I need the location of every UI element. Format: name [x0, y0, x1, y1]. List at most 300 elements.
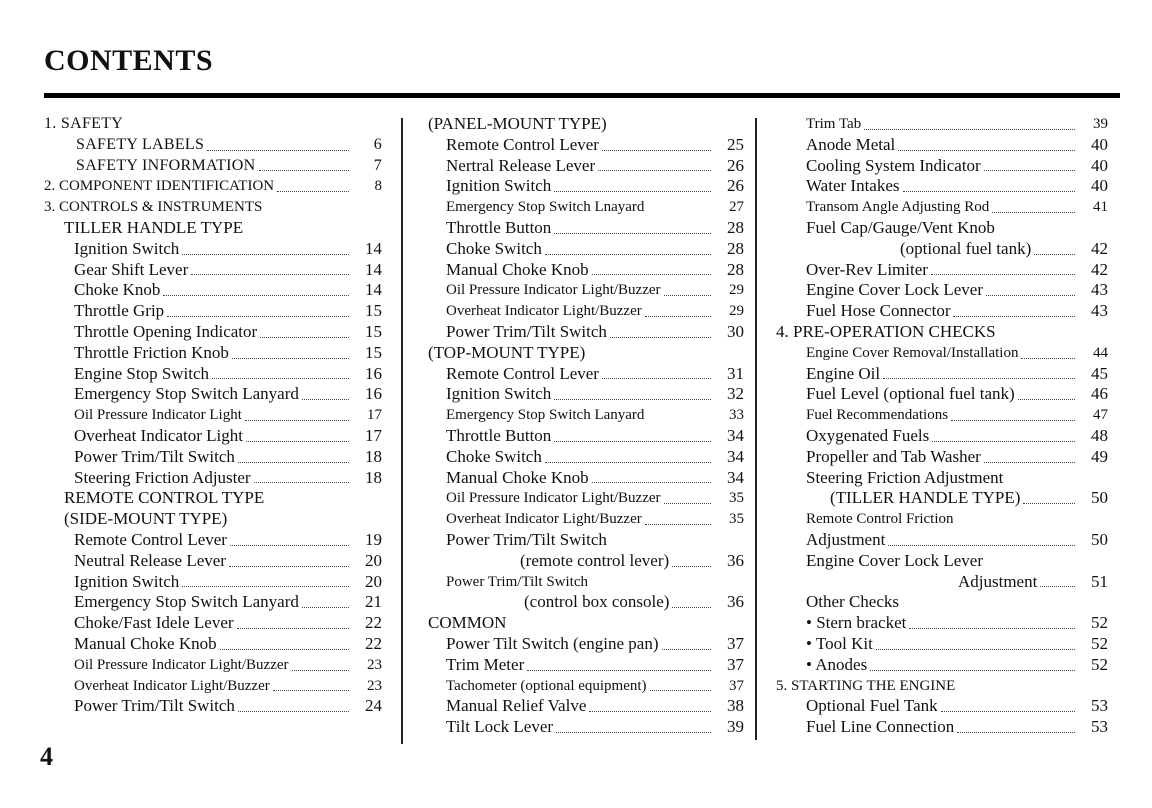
toc-entry [428, 655, 744, 676]
toc-entry [44, 114, 382, 135]
dot-leader [984, 170, 1075, 171]
toc-entry-page: 43 [1091, 280, 1108, 300]
toc-entry [428, 551, 744, 572]
dot-leader [182, 254, 349, 255]
toc-entry [776, 551, 1108, 572]
toc-entry-page: 37 [729, 677, 744, 694]
toc-entry-title: 4. PRE-OPERATION CHECKS [776, 321, 996, 341]
toc-entry [776, 488, 1108, 509]
dot-leader [602, 150, 711, 151]
dot-leader [163, 295, 349, 296]
toc-entry [776, 405, 1108, 426]
toc-entry-page: 28 [727, 259, 744, 279]
toc-entry [428, 135, 744, 156]
toc-entry-title: Neutral Release Lever [74, 550, 226, 570]
toc-entry-page: 41 [1093, 199, 1108, 216]
toc-entry-page: 17 [367, 407, 382, 424]
toc-entry [44, 592, 382, 613]
toc-entry-title: Overheat Indicator Light/Buzzer [446, 511, 642, 528]
toc-entry [44, 530, 382, 551]
toc-entry-page: 21 [365, 592, 382, 612]
toc-entry-title: Choke/Fast Idele Lever [74, 613, 234, 633]
toc-entry-page: 23 [367, 677, 382, 694]
dot-leader [220, 649, 349, 650]
toc-entry-page: 34 [727, 425, 744, 445]
toc-entry [428, 592, 744, 613]
toc-entry-title: (optional fuel tank) [900, 238, 1032, 258]
toc-entry-title: Oil Pressure Indicator Light/Buzzer [74, 656, 289, 673]
toc-entry-page: 51 [1091, 571, 1108, 591]
toc-entry [776, 468, 1108, 489]
toc-entry-page: 46 [1091, 384, 1108, 404]
toc-entry [44, 384, 382, 405]
toc-entry [776, 717, 1108, 738]
toc-entry [776, 426, 1108, 447]
toc-entry-title: Water Intakes [806, 176, 900, 196]
dot-leader [229, 566, 349, 567]
toc-entry-page: 37 [727, 633, 744, 653]
dot-leader [260, 337, 349, 338]
toc-entry-page: 52 [1091, 613, 1108, 633]
toc-entry-page: 53 [1091, 696, 1108, 716]
dot-leader [238, 462, 349, 463]
toc-entry [776, 301, 1108, 322]
toc-entry-title: Emergency Stop Switch Lanyard [74, 592, 299, 612]
toc-entry [428, 696, 744, 717]
toc-entry [44, 322, 382, 343]
toc-entry-page: 35 [729, 490, 744, 507]
toc-entry-page: 32 [727, 384, 744, 404]
toc-entry-title: Fuel Hose Connector [806, 301, 951, 321]
dot-leader [672, 607, 711, 608]
column-divider-2 [755, 118, 757, 740]
toc-entry-page: 14 [365, 280, 382, 300]
toc-entry-title: Ignition Switch [74, 238, 180, 258]
toc-entry [776, 613, 1108, 634]
toc-entry [776, 634, 1108, 655]
toc-entry [428, 447, 744, 468]
dot-leader [610, 337, 711, 338]
toc-entry-page: 18 [365, 446, 382, 466]
dot-leader [592, 274, 711, 275]
toc-entry-title: (PANEL-MOUNT TYPE) [428, 114, 607, 133]
toc-entry-page: 26 [727, 155, 744, 175]
dot-leader [598, 170, 711, 171]
dot-leader [545, 462, 711, 463]
toc-entry-title: Manual Choke Knob [446, 467, 589, 487]
toc-entry-title: Power Tilt Switch (engine pan) [446, 633, 659, 653]
toc-entry-title: (TOP-MOUNT TYPE) [428, 342, 586, 362]
dot-leader [554, 191, 711, 192]
toc-entry [776, 530, 1108, 551]
toc-entry-page: 36 [727, 550, 744, 570]
toc-entry [44, 696, 382, 717]
toc-column-1 [44, 114, 382, 717]
toc-entry [428, 384, 744, 405]
toc-entry [44, 405, 382, 426]
toc-entry-page: 39 [727, 717, 744, 737]
toc-entry-page: 40 [1091, 176, 1108, 196]
toc-entry [776, 239, 1108, 260]
toc-entry-title: • Tool Kit [806, 633, 873, 653]
toc-entry-title: Ignition Switch [74, 571, 180, 591]
toc-entry-title: Engine Cover Removal/Installation [806, 344, 1019, 361]
toc-entry-title: Throttle Button [446, 217, 552, 237]
toc-entry-title: Overheat Indicator Light/Buzzer [74, 677, 270, 694]
toc-entry-page: 23 [367, 656, 382, 673]
toc-entry-page: 34 [727, 467, 744, 487]
toc-entry [776, 364, 1108, 385]
dot-leader [898, 150, 1075, 151]
toc-entry-title: Throttle Friction Knob [74, 342, 229, 362]
toc-entry-page: 50 [1091, 488, 1108, 508]
toc-entry [428, 634, 744, 655]
dot-leader [232, 358, 349, 359]
toc-entry [44, 655, 382, 676]
column-divider-1 [401, 118, 403, 744]
toc-entry-title: Remote Control Friction [806, 511, 954, 528]
toc-entry [428, 613, 744, 634]
toc-entry-title: Ignition Switch [446, 176, 552, 196]
toc-entry-title: Engine Oil [806, 363, 881, 383]
toc-entry [428, 343, 744, 364]
toc-entry-title: • Stern bracket [806, 613, 907, 633]
toc-entry [776, 135, 1108, 156]
dot-leader [903, 191, 1076, 192]
toc-entry-page: 29 [729, 303, 744, 320]
dot-leader [230, 545, 349, 546]
toc-entry [776, 156, 1108, 177]
toc-entry-title: (remote control lever) [520, 550, 670, 570]
toc-entry-page: 14 [365, 238, 382, 258]
toc-entry-title: Gear Shift Lever [74, 259, 189, 279]
dot-leader [259, 170, 350, 171]
toc-entry-title: Power Trim/Tilt Switch [74, 696, 235, 716]
toc-entry-title: Remote Control Lever [446, 363, 599, 383]
toc-entry-title: Tilt Lock Lever [446, 717, 554, 737]
dot-leader [664, 503, 711, 504]
toc-entry-page: 37 [727, 654, 744, 674]
toc-entry [44, 176, 382, 197]
toc-entry-title: Manual Choke Knob [74, 633, 217, 653]
dot-leader [876, 649, 1075, 650]
dot-leader [951, 420, 1075, 421]
toc-entry-page: 22 [365, 613, 382, 633]
toc-entry-page: 18 [365, 467, 382, 487]
dot-leader [554, 441, 711, 442]
toc-entry-title: Adjustment [806, 529, 886, 549]
toc-entry-title: (SIDE-MOUNT TYPE) [64, 509, 228, 529]
toc-entry-title: Fuel Recommendations [806, 407, 949, 424]
toc-entry-page: 53 [1091, 717, 1108, 737]
toc-entry-title: 3. CONTROLS & INSTRUMENTS [44, 199, 263, 216]
toc-entry-page: 39 [1093, 116, 1108, 132]
toc-entry [776, 197, 1108, 218]
toc-entry [44, 551, 382, 572]
toc-entry-title: Power Trim/Tilt Switch [446, 529, 607, 549]
toc-entry-title: Remote Control Lever [446, 134, 599, 154]
dot-leader [1040, 586, 1075, 587]
toc-entry [44, 509, 382, 530]
dot-leader [992, 212, 1075, 213]
toc-entry [44, 280, 382, 301]
toc-entry [44, 135, 382, 156]
toc-entry-title: 1. SAFETY [44, 115, 124, 132]
toc-entry [44, 447, 382, 468]
dot-leader [645, 316, 711, 317]
toc-entry-title: Anode Metal [806, 134, 896, 154]
dot-leader [302, 607, 349, 608]
toc-entry [44, 676, 382, 697]
toc-entry [428, 156, 744, 177]
toc-entry-page: 52 [1091, 654, 1108, 674]
dot-leader [545, 254, 711, 255]
toc-entry [428, 239, 744, 260]
dot-leader [554, 399, 711, 400]
page-number: 4 [40, 742, 53, 771]
toc-entry-title: Fuel Line Connection [806, 717, 955, 737]
toc-entry-page: 38 [727, 696, 744, 716]
toc-entry-title: Choke Switch [446, 238, 542, 258]
dot-leader [883, 378, 1075, 379]
toc-entry-page: 40 [1091, 155, 1108, 175]
dot-leader [237, 628, 349, 629]
toc-entry-title: (TILLER HANDLE TYPE) [830, 488, 1021, 508]
toc-column-3 [776, 114, 1108, 738]
toc-entry-title: Fuel Level (optional fuel tank) [806, 384, 1015, 404]
toc-entry [776, 260, 1108, 281]
dot-leader [254, 482, 349, 483]
toc-entry [776, 176, 1108, 197]
toc-entry-title: Steering Friction Adjustment [806, 467, 1004, 487]
dot-leader [191, 274, 349, 275]
toc-entry-page: 35 [729, 511, 744, 528]
toc-entry [776, 114, 1108, 135]
toc-entry [428, 322, 744, 343]
toc-entry-title: (control box console) [524, 592, 670, 612]
dot-leader [941, 711, 1075, 712]
dot-leader [182, 586, 349, 587]
dot-leader [589, 711, 711, 712]
toc-entry [428, 676, 744, 697]
toc-entry-title: Power Trim/Tilt Switch [446, 573, 588, 590]
toc-entry-page: 26 [727, 176, 744, 196]
toc-entry-title: Oil Pressure Indicator Light/Buzzer [446, 282, 661, 299]
toc-entry-page: 8 [374, 178, 382, 195]
dot-leader [292, 670, 349, 671]
dot-leader [986, 295, 1075, 296]
toc-entry-page: 16 [365, 363, 382, 383]
toc-entry-title: Engine Stop Switch [74, 363, 210, 383]
toc-entry [428, 572, 744, 593]
toc-entry-title: Nertral Release Lever [446, 155, 596, 175]
dot-leader [931, 274, 1075, 275]
toc-entry [428, 114, 744, 135]
toc-entry-title: Choke Switch [446, 446, 542, 466]
toc-entry-title: REMOTE CONTROL TYPE [64, 488, 265, 508]
toc-entry-page: 22 [365, 633, 382, 653]
toc-entry [428, 405, 744, 426]
toc-entry [776, 384, 1108, 405]
dot-leader [554, 233, 711, 234]
dot-leader [1034, 254, 1075, 255]
toc-entry-title: Throttle Button [446, 425, 552, 445]
toc-entry-title: Optional Fuel Tank [806, 696, 938, 716]
toc-entry-page: 19 [365, 529, 382, 549]
toc-entry-title: Engine Cover Lock Lever [806, 280, 984, 300]
toc-entry-title: Over-Rev Limiter [806, 259, 928, 279]
dot-leader [212, 378, 349, 379]
dot-leader [238, 711, 349, 712]
dot-leader [888, 545, 1075, 546]
toc-entry-page: 34 [727, 446, 744, 466]
toc-entry-title: Throttle Opening Indicator [74, 321, 258, 341]
page-title: CONTENTS [44, 44, 214, 77]
toc-entry-title: Other Checks [806, 592, 900, 612]
toc-entry [44, 260, 382, 281]
toc-entry [428, 197, 744, 218]
toc-entry [776, 696, 1108, 717]
toc-entry [776, 572, 1108, 593]
toc-entry [428, 218, 744, 239]
toc-entry [776, 218, 1108, 239]
toc-entry-title: Adjustment [958, 571, 1038, 591]
toc-entry [776, 343, 1108, 364]
toc-entry [776, 447, 1108, 468]
toc-entry-page: 6 [373, 135, 382, 153]
dot-leader [662, 649, 712, 650]
toc-entry-title: Overheat Indicator Light/Buzzer [446, 303, 642, 320]
toc-entry-page: 45 [1091, 363, 1108, 383]
toc-entry-page: 42 [1091, 259, 1108, 279]
toc-entry [44, 364, 382, 385]
toc-entry-page: 33 [729, 407, 744, 424]
toc-entry-title: TILLER HANDLE TYPE [64, 217, 244, 237]
toc-entry [44, 239, 382, 260]
toc-entry [776, 509, 1108, 530]
toc-entry [428, 426, 744, 447]
toc-entry [428, 530, 744, 551]
toc-entry-title: 2. COMPONENT IDENTIFICATION [44, 178, 275, 195]
toc-entry-title: Oxygenated Fuels [806, 425, 930, 445]
toc-entry [428, 176, 744, 197]
dot-leader [302, 399, 349, 400]
toc-entry-title: Power Trim/Tilt Switch [446, 321, 607, 341]
dot-leader [870, 670, 1075, 671]
header-rule [44, 93, 1120, 98]
toc-entry [428, 468, 744, 489]
dot-leader [527, 670, 711, 671]
toc-entry [44, 613, 382, 634]
toc-entry-page: 25 [727, 134, 744, 154]
toc-entry [428, 717, 744, 738]
toc-entry-page: 50 [1091, 529, 1108, 549]
toc-entry-title: 5. STARTING THE ENGINE [776, 677, 956, 694]
dot-leader [645, 524, 711, 525]
toc-entry-title: Manual Choke Knob [446, 259, 589, 279]
dot-leader [864, 129, 1075, 130]
toc-entry [776, 655, 1108, 676]
toc-entry-title: Tachometer (optional equipment) [446, 677, 647, 694]
dot-leader [592, 482, 711, 483]
dot-leader [602, 378, 711, 379]
toc-entry-title: COMMON [428, 613, 507, 633]
toc-entry-title: Cooling System Indicator [806, 155, 981, 175]
toc-entry-title: Ignition Switch [446, 384, 552, 404]
toc-entry-title: Trim Meter [446, 654, 525, 674]
toc-entry-page: 17 [365, 425, 382, 445]
dot-leader [957, 732, 1075, 733]
toc-entry-title: Propeller and Tab Washer [806, 446, 981, 466]
toc-entry-title: Transom Angle Adjusting Rod [806, 199, 990, 216]
toc-entry [44, 488, 382, 509]
toc-entry [776, 592, 1108, 613]
toc-entry-title: Oil Pressure Indicator Light/Buzzer [446, 490, 661, 507]
toc-entry-title: Steering Friction Adjuster [74, 467, 251, 487]
toc-entry [44, 634, 382, 655]
toc-entry-page: 36 [727, 592, 744, 612]
toc-entry [776, 676, 1108, 697]
toc-entry [776, 322, 1108, 343]
toc-entry-title: Fuel Cap/Gauge/Vent Knob [806, 217, 995, 237]
dot-leader [932, 441, 1075, 442]
toc-entry-page: 28 [727, 217, 744, 237]
toc-entry-page: 43 [1091, 301, 1108, 321]
toc-entry-title: Overheat Indicator Light [74, 425, 243, 445]
toc-entry-page: 52 [1091, 633, 1108, 653]
dot-leader [984, 462, 1075, 463]
toc-entry-title: Emergency Stop Switch Lnayard [446, 199, 645, 216]
toc-entry-title: Remote Control Lever [74, 529, 227, 549]
toc-entry-title: Power Trim/Tilt Switch [74, 446, 235, 466]
toc-entry-page: 48 [1091, 425, 1108, 445]
dot-leader [556, 732, 711, 733]
toc-entry [428, 280, 744, 301]
toc-entry-title: Engine Cover Lock Lever [806, 550, 984, 570]
toc-entry-title: Emergency Stop Switch Lanyard [446, 407, 645, 424]
dot-leader [672, 566, 711, 567]
toc-entry [428, 509, 744, 530]
toc-entry-page: 40 [1091, 134, 1108, 154]
toc-entry-page: 28 [727, 238, 744, 258]
toc-entry-page: 15 [365, 342, 382, 362]
toc-entry-page: 15 [365, 301, 382, 321]
toc-entry [44, 197, 382, 218]
toc-entry [44, 572, 382, 593]
toc-entry-page: 49 [1091, 446, 1108, 466]
dot-leader [246, 441, 349, 442]
dot-leader [909, 628, 1075, 629]
toc-entry-page: 44 [1093, 344, 1108, 361]
toc-entry-title: Oil Pressure Indicator Light [74, 407, 242, 424]
toc-entry [428, 301, 744, 322]
toc-entry-title: SAFETY INFORMATION [76, 156, 256, 174]
toc-entry [44, 301, 382, 322]
toc-entry [44, 343, 382, 364]
toc-entry-title: Trim Tab [806, 116, 862, 132]
dot-leader [207, 150, 349, 151]
dot-leader [1018, 399, 1075, 400]
dot-leader [953, 316, 1075, 317]
toc-entry-page: 47 [1093, 407, 1108, 424]
toc-entry [428, 488, 744, 509]
toc-entry-page: 20 [365, 550, 382, 570]
dot-leader [1023, 503, 1075, 504]
toc-column-2 [428, 114, 744, 738]
toc-entry [44, 426, 382, 447]
toc-entry [428, 364, 744, 385]
toc-entry [44, 156, 382, 177]
